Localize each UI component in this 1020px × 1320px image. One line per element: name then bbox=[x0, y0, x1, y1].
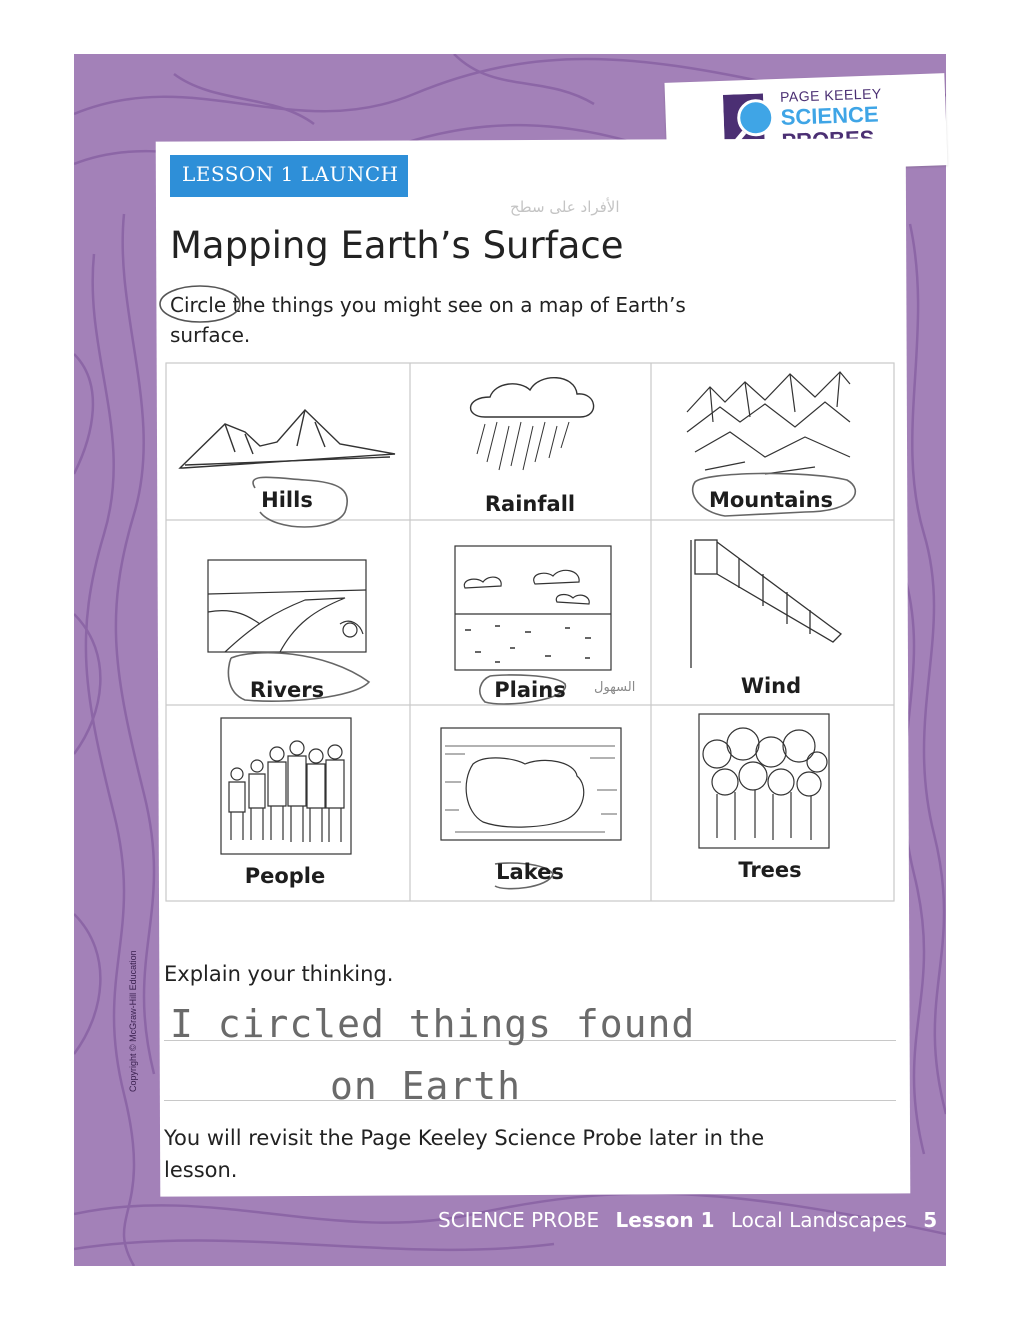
footer-lesson: Lesson 1 bbox=[615, 1208, 715, 1232]
circle-word: Circle bbox=[170, 293, 227, 317]
footer-unit: Local Landscapes bbox=[730, 1208, 907, 1232]
copyright-notice: Copyright © McGraw-Hill Education bbox=[128, 950, 138, 1092]
page-number: 5 bbox=[923, 1208, 938, 1232]
explain-prompt: Explain your thinking. bbox=[164, 962, 394, 986]
handwritten-note-plains: السهول bbox=[594, 680, 636, 695]
circle-word-mark bbox=[158, 283, 244, 325]
revisit-note: You will revisit the Page Keeley Science Probe later in the lesson. bbox=[164, 1126, 765, 1182]
logo-text-page-keeley: PAGE KEELEY bbox=[779, 85, 882, 105]
instruction-text bbox=[170, 290, 690, 350]
label-rivers: Rivers bbox=[249, 678, 325, 702]
plains-icon bbox=[455, 546, 611, 670]
logo-text-science: SCIENCE bbox=[780, 101, 879, 130]
river-icon bbox=[208, 560, 366, 652]
label-wind: Wind bbox=[740, 674, 802, 698]
label-plains: Plains bbox=[494, 678, 566, 702]
page-footer bbox=[438, 1208, 947, 1232]
label-people: People bbox=[244, 864, 326, 888]
handwritten-answer-line2: on Earth bbox=[330, 1064, 522, 1108]
label-rainfall: Rainfall bbox=[484, 492, 576, 516]
people-icon bbox=[221, 718, 351, 854]
windsock-icon bbox=[691, 540, 841, 668]
label-hills: Hills bbox=[261, 488, 313, 512]
page-title: Mapping Earth’s Surface bbox=[170, 224, 624, 267]
instruction-rest: the things you might see on a map of Earth’s surface. bbox=[170, 293, 686, 347]
picture-grid bbox=[165, 362, 895, 902]
trees-icon bbox=[699, 714, 829, 848]
lesson-launch-label: LESSON 1 LAUNCH bbox=[182, 162, 399, 186]
lake-icon bbox=[441, 728, 621, 840]
handwritten-answer-line1: I circled things found bbox=[170, 1002, 696, 1046]
label-trees: Trees bbox=[738, 858, 802, 882]
label-mountains: Mountains bbox=[708, 488, 834, 512]
answer-line-2 bbox=[164, 1100, 896, 1101]
mountains-icon bbox=[687, 372, 850, 474]
rain-cloud-icon bbox=[471, 378, 594, 470]
footer-section: SCIENCE PROBE bbox=[438, 1208, 600, 1232]
hills-icon bbox=[180, 410, 395, 468]
label-lakes: Lakes bbox=[496, 860, 564, 884]
handwritten-note-top: الأفراد على سطح bbox=[510, 198, 620, 216]
